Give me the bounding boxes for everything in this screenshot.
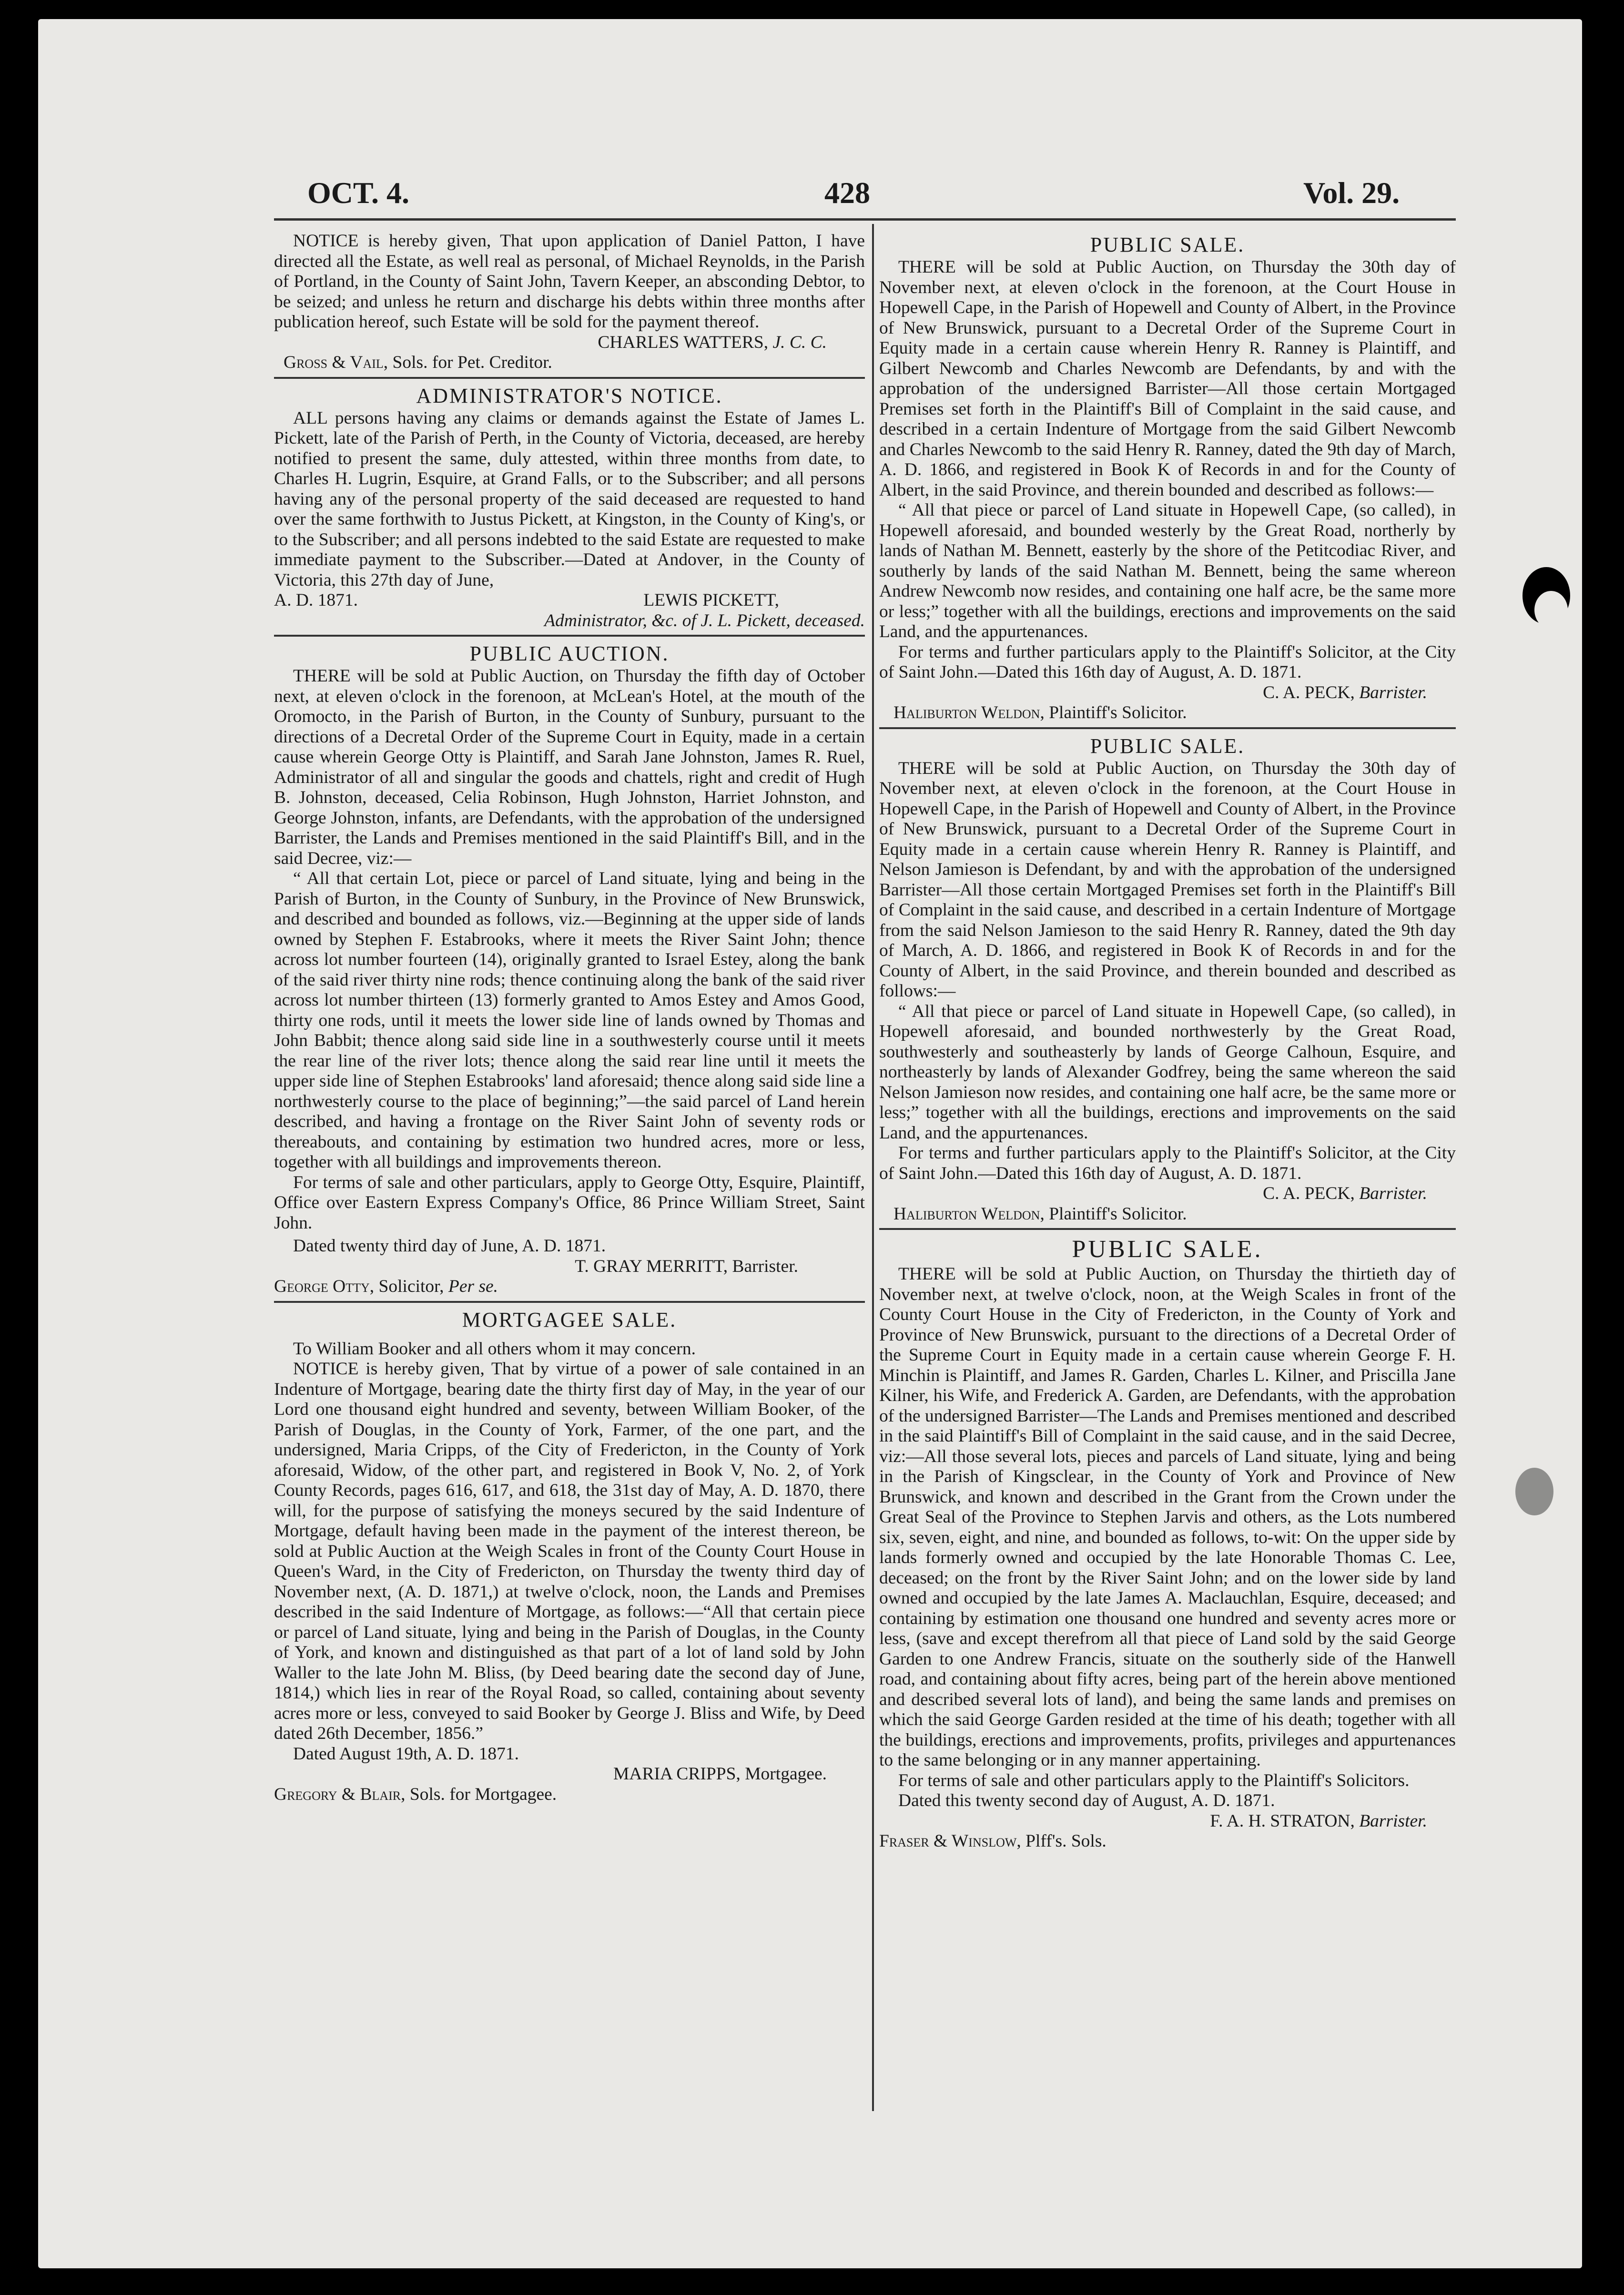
notice-signature: C. A. PECK, Barrister. [1263,1184,1427,1203]
notice-signature: F. A. H. STRATON, Barrister. [1210,1811,1427,1831]
land-description: “ All that certain Lot, piece or parcel of Land situate, lying and being in the Parish of Burton, in the County of Sunbury, in the Province of New Brunswick, and described and bounded as follows, viz.—Beginning at the upper side of lands owned by Stephen F. Estabrooks, where it meets the River Saint John; thence across lot number fourteen (14), originally granted to Israel Estey, along the bank of the said river thirty nine rods; thence continuing along the bank of the said river across lot number thirteen (13) formerly granted to Amos Estey and Amos Good, thirty one rods, until it meets the lower side line of lands owned by Thomas and John Babbit; thence along said side line in a southwesterly course until it meets the rear line of the river lots; thence along the said rear line until it meets the upper side line of Stephen Estabrooks' land aforesaid; thence along said side line a northwesterly course to the place of beginning;”—the said parcel of Land herein described, and having a frontage on the River Saint John of seventy rods or thereabouts, and containing by estimation two hundred acres, more or less, together with all buildings and improvements thereon. [274,869,865,1172]
notice-solicitor: Fraser & Winslow, Plff's. Sols. [879,1831,1106,1851]
section-title: PUBLIC SALE. [1090,734,1245,758]
header-rule [274,218,1456,221]
section-rule [879,1228,1456,1230]
notice-signature: CHARLES WATTERS, J. C. C. [598,332,827,352]
section-title: PUBLIC AUCTION. [469,642,670,665]
column-divider [872,224,874,2111]
terms-paragraph: For terms of sale and other particulars apply to the Plaintiff's Solicitors. [898,1770,1410,1790]
section-rule [274,635,865,637]
public-sale-garden [879,1235,1456,1852]
notice-signature: C. A. PECK, Barrister. [1263,682,1427,702]
notice-solicitor: George Otty, Solicitor, Per se. [274,1277,498,1296]
terms-paragraph: For terms of sale and other particulars, apply to George Otty, Esquire, Plaintiff, Office over Eastern Express Company's Office, 86 Prince William Street, Saint John. [274,1172,865,1233]
public-auction-notice [274,641,865,1297]
notice-body: THERE will be sold at Public Auction, on Thursday the fifth day of October next, at eleven o'clock in the forenoon, at McLean's Hotel, at the mouth of the Oromocto, in the Parish of Burton, in the County of Sunbury, pursuant to the directions of a Decretal Order of the Supreme Court in Equity, made in a certain cause wherein George Otty is Plaintiff, and Sarah Jane Johnston, James R. Ruel, Administrator of all and singular the goods and chattels, right and credit of Hugh B. Johnston, deceased, Celia Robinson, Hugh Johnston, Harriet Johnston, and George Johnston, infants, are Defendants, with the approbation of the undersigned Barrister, the Lands and Premises mentioned in the said Plaintiff's Bill, and in the said Decree, viz:— [274,666,865,868]
punch-hole-inner [1534,591,1568,629]
issue-date: OCT. 4. [307,176,409,210]
notice-body: THERE will be sold at Public Auction, on Thursday the 30th day of November next, at eleven o'clock in the forenoon, at the Court House in Hopewell Cape, in the Parish of Hopewell and County of Albert, in the Province of New Brunswick, pursuant to a Decretal Order of the Supreme Court in Equity made in a certain cause wherein Henry R. Ranney is Plaintiff, and Gilbert Newcomb and Charles Newcomb are Defendants, by and with the approbation of the undersigned Barrister—All those certain Mortgaged Premises set forth in the Plaintiff's Bill of Complaint in the said cause, and described in a certain Indenture of Mortgage from the said Gilbert Newcomb and Charles Newcomb to the said Henry R. Ranney, dated the 9th day of March, A. D. 1866, and registered in Book K of Records in and for the County of Albert, in the said Province, and therein bounded and described as follows:— [879,257,1456,500]
section-title: MORTGAGEE SALE. [462,1308,677,1331]
administrator-role: Administrator, &c. of J. L. Pickett, deceased. [544,610,865,630]
newspaper-page [38,19,1582,2268]
notice-solicitor: Gross & Vail, Sols. for Pet. Creditor. [284,353,552,372]
left-column [274,231,865,1805]
notice-solicitor: Haliburton Weldon, Plaintiff's Solicitor. [893,703,1187,722]
mortgagee-sale-notice [274,1308,865,1805]
notice-solicitor: Gregory & Blair, Sols. for Mortgagee. [274,1784,557,1804]
volume-number: Vol. 29. [1303,176,1400,210]
land-description: “ All that piece or parcel of Land situate in Hopewell Cape, (so called), in Hopewell aforesaid, and bounded northwesterly by the Great Road, southwesterly and southeasterly by lands of George Calhoun, Esquire, and northeasterly by lands of Alexander Godfrey, being the same whereon the said Nelson Jamieson now resides, and containing one half acre, be the same more or less;” together with all the buildings, erections and improvements on the said Land, and the appurtenances. [879,1001,1456,1143]
administrators-notice [274,384,865,631]
notice-date-signature: A. D. 1871. LEWIS PICKETT, [274,590,779,610]
absconding-debtor-notice [274,231,865,373]
terms-paragraph: For terms and further particulars apply to the Plaintiff's Solicitor, at the City of Saint John.—Dated this 16th day of August, A. D. 1871. [879,642,1456,682]
land-description: “ All that piece or parcel of Land situate in Hopewell Cape, (so called), in Hopewell aforesaid, and bounded westerly by the Great Road, northerly by lands of Nathan M. Bennett, easterly by the shore of the Petitcodiac River, and southerly by lands of the said Nathan M. Bennett, being the same whereon Andrew Newcomb now resides, and containing one half acre, be the same more or less;” together with all the buildings, erections and improvements on the said Land, and the appurtenances. [879,500,1456,641]
notice-body: NOTICE is hereby given, That by virtue of a power of sale contained in an Indenture of Mortgage, bearing date the thirty first day of May, in the year of our Lord one thousand eight hundred and seventy, between William Booker, of the Parish of Douglas, in the County of York, Farmer, of the one part, and the undersigned, Maria Cripps, of the City of Fredericton, in the County of York aforesaid, Widow, of the other part, and registered in Book V, No. 2, of York County Records, pages 616, 617, and 618, the 31st day of May, A. D. 1870, there will, for the purpose of satisfying the moneys secured by the said Indenture of Mortgage, default having been made in the payment of the interest thereon, be sold at Public Auction at the Weigh Scales in front of the County Court House in Queen's Ward, in the City of Fredericton, on Thursday the twenty third day of November next, (A. D. 1871,) at twelve o'clock, noon, the Lands and Premises described in the said Indenture of Mortgage, as follows:—“All that certain piece or parcel of Land situate, lying and being in the Parish of Douglas, in the County of York, and known and distinguished as that part of a lot of land sold by John Waller to the late John M. Bliss, (by Deed bearing date the second day of June, 1814,) which lies in rear of the Royal Road, so called, containing about seventy acres more or less, conveyed to said Booker by George J. Bliss and Wife, by Deed dated 26th December, 1856.” [274,1359,865,1743]
notice-date: Dated August 19th, A. D. 1871. [293,1744,519,1764]
public-sale-newcomb [879,233,1456,723]
section-rule [274,377,865,379]
section-title: PUBLIC SALE. [1090,233,1245,256]
public-sale-jamieson [879,734,1456,1225]
notice-body: THERE will be sold at Public Auction, on Thursday the thirtieth day of November next, at twelve o'clock, noon, at the Weigh Scales in front of the County Court House in the City of Fredericton, in the County of York and Province of New Brunswick, pursuant to the directions of a Decretal Order of the Supreme Court in Equity made in a certain cause wherein George F. H. Minchin is Plaintiff, and James R. Garden, Charles L. Kilner, and Priscilla Jane Kilner, his Wife, and Frederick A. Garden, are Defendants, with the approbation of the undersigned Barrister—The Lands and Premises mentioned and described in the said Plaintiff's Bill of Complaint in the said cause, and in the said Decree, viz:—All those several lots, pieces and parcels of Land situate, lying and being in the Parish of Kingsclear, in the County of York and Province of New Brunswick, and known and described in the Grant from the Crown under the Great Seal of the Province to Stephen Jarvis and others, as the Lots numbered six, seven, eight, and nine, and bounded as follows, to-wit: On the upper side by lands formerly owned and occupied by the late Honorable Thomas C. Lee, deceased; on the front by the River Saint John; and on the lower side by land owned and occupied by the late James A. Maclauchlan, Esquire, deceased; and containing by estimation one thousand one hundred and seventy acres more or less, (save and except therefrom all that piece of Land sold by the said George Garden to one Andrew Francis, situate on the southerly side of the Hanwell road, and containing about fifty acres, being part of the herein above mentioned and described several lots of land), and being the same lands and premises on which the said George Garden resided at the time of his death; together with all the buildings, erections and improvements, profits, privileges and appurtenances to the same belonging or in any manner appertaining. [879,1264,1456,1770]
notice-address: To William Booker and all others whom it may concern. [293,1339,696,1359]
notice-body: NOTICE is hereby given, That upon application of Daniel Patton, I have directed all the Estate, as well real as personal, of Michael Reynolds, in the Parish of Portland, in the County of Saint John, Tavern Keeper, an absconding Debtor, to be seized; and unless he return and discharge his debts within three months after publication hereof, such Estate will be sold for the payment thereof. [274,231,865,332]
section-title: ADMINISTRATOR'S NOTICE. [416,384,723,407]
paper-stain [1515,1468,1553,1515]
notice-body: ALL persons having any claims or demands against the Estate of James L. Pickett, late of the Parish of Perth, in the County of Victoria, deceased, are hereby notified to present the same, duly attested, within three months from date, to Charles H. Lugrin, Esquire, at Grand Falls, or to the Subscriber; and all persons having any of the personal property of the said deceased are requested to hand over the same forthwith to Justus Pickett, at Kingston, in the County of King's, or to the Subscriber; and all persons indebted to the said Estate are requested to make immediate payment to the Subscriber.—Dated at Andover, in the County of Victoria, this 27th day of June, [274,408,865,590]
notice-date: Dated twenty third day of June, A. D. 1871. [293,1236,606,1256]
terms-paragraph: For terms and further particulars apply to the Plaintiff's Solicitor, at the City of Saint John.—Dated this 16th day of August, A. D. 1871. [879,1143,1456,1183]
page-number: 428 [824,176,870,210]
section-rule [274,1301,865,1303]
notice-body: THERE will be sold at Public Auction, on Thursday the 30th day of November next, at eleven o'clock in the forenoon, at the Court House in Hopewell Cape, in the Parish of Hopewell and County of Albert, in the Province of New Brunswick, pursuant to a Decretal Order of the Supreme Court in Equity made in a certain cause wherein Henry R. Ranney is Plaintiff, and Nelson Jamieson is Defendant, by and with the approbation of the undersigned Barrister—All those certain Mortgaged Premises set forth in the Plaintiff's Bill of Complaint in the said cause, and described in a certain Indenture of Mortgage from the said Nelson Jamieson to the said Henry R. Ranney, dated the 9th day of March, A. D. 1866, and registered in Book K of Records in and for the County of Albert, in the said Province, and therein bounded and described as follows:— [879,758,1456,1001]
notice-date: Dated this twenty second day of August, A. D. 1871. [898,1791,1275,1810]
section-title: PUBLIC SALE. [1072,1236,1263,1263]
notice-solicitor: Haliburton Weldon, Plaintiff's Solicitor. [893,1204,1187,1224]
section-rule [879,727,1456,729]
right-column [879,233,1456,1852]
notice-signature: T. GRAY MERRITT, Barrister. [575,1256,798,1276]
notice-signature: MARIA CRIPPS, Mortgagee. [613,1764,827,1784]
